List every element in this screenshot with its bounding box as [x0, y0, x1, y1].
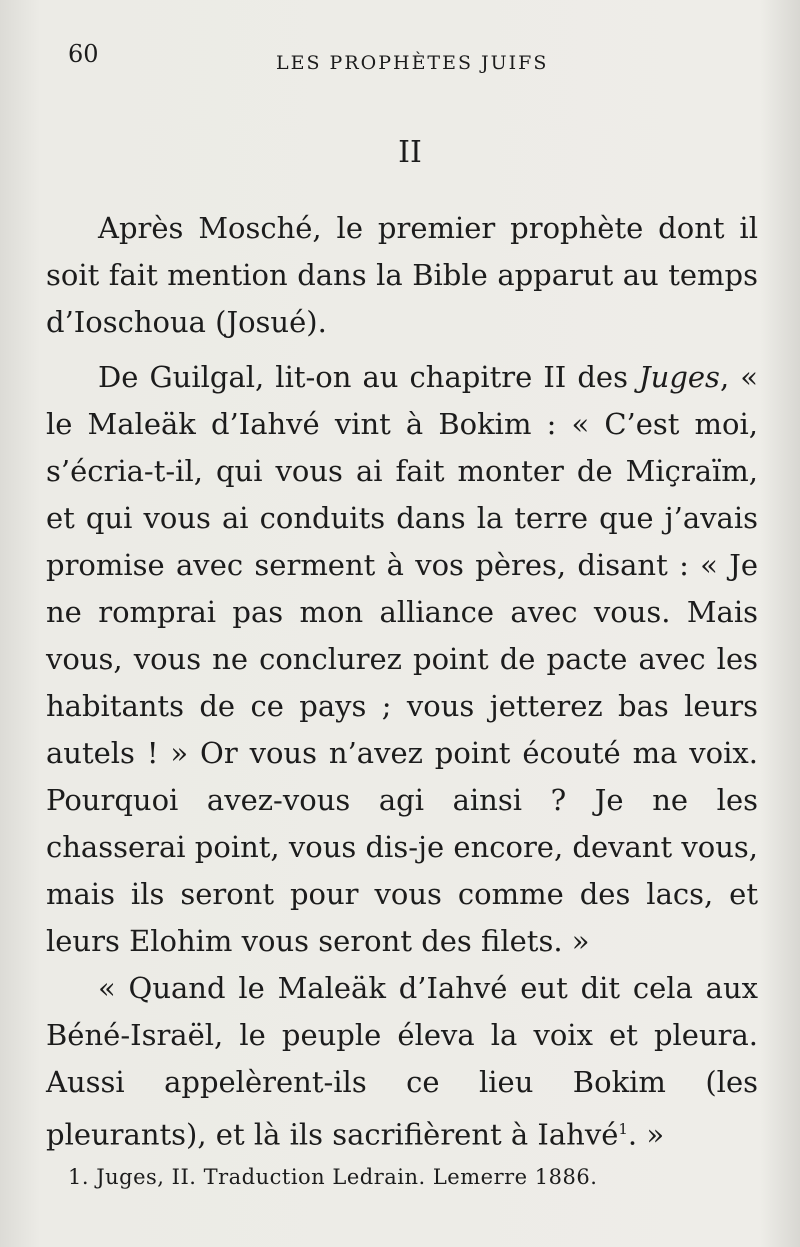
footnote-reference: 1	[618, 1120, 628, 1138]
paragraph-2-text-before: De Guilgal, lit-on au chapitre II des	[98, 360, 640, 394]
body-text	[46, 205, 758, 1159]
running-title: LES PROPHÈTES JUIFS	[276, 52, 549, 74]
section-number: II	[398, 135, 422, 170]
paragraph-1	[46, 205, 758, 346]
footnote: 1. Juges, II. Traduction Ledrain. Lemerre 1886.	[68, 1165, 598, 1189]
paragraph-3	[46, 965, 758, 1159]
paragraph-2	[46, 354, 758, 965]
book-title-juges: Juges	[639, 360, 720, 394]
paragraph-1-text: Après Mosché, le premier prophète dont il soit fait mention dans la Bible apparut au temps d’Ioschoua (Josué).	[46, 211, 758, 339]
paragraph-3-text-after: . »	[627, 1117, 665, 1152]
paragraph-3-text-before: « Quand le Maleäk d’Iahvé eut dit cela aux Béné-Israël, le peuple éleva la voix et pleura. Aussi appelèrent-ils ce lieu Bokim (les pleurants), et là ils sacrifièrent à Iahvé	[46, 971, 758, 1152]
paragraph-2-text-after: , « le Maleäk d’Iahvé vint à Bokim : « C’est moi, s’écria-t-il, qui vous ai fait monter de Miçraïm, et qui vous ai conduits dans la terre que j’avais promise avec serment à vos pères, disant : « Je ne romprai pas mon alliance avec vous. Mais vous, vous ne conclurez point de pacte avec les habitants de ce pays ; vous jetterez bas leurs autels ! » Or vous n’avez point écouté ma voix. Pourquoi avez-vous agi ainsi ? Je ne les chasserai point, vous dis-je encore, devant vous, mais ils seront pour vous comme des lacs, et leurs Elohim vous seront des filets. »	[46, 360, 758, 958]
page-number: 60	[68, 40, 99, 68]
